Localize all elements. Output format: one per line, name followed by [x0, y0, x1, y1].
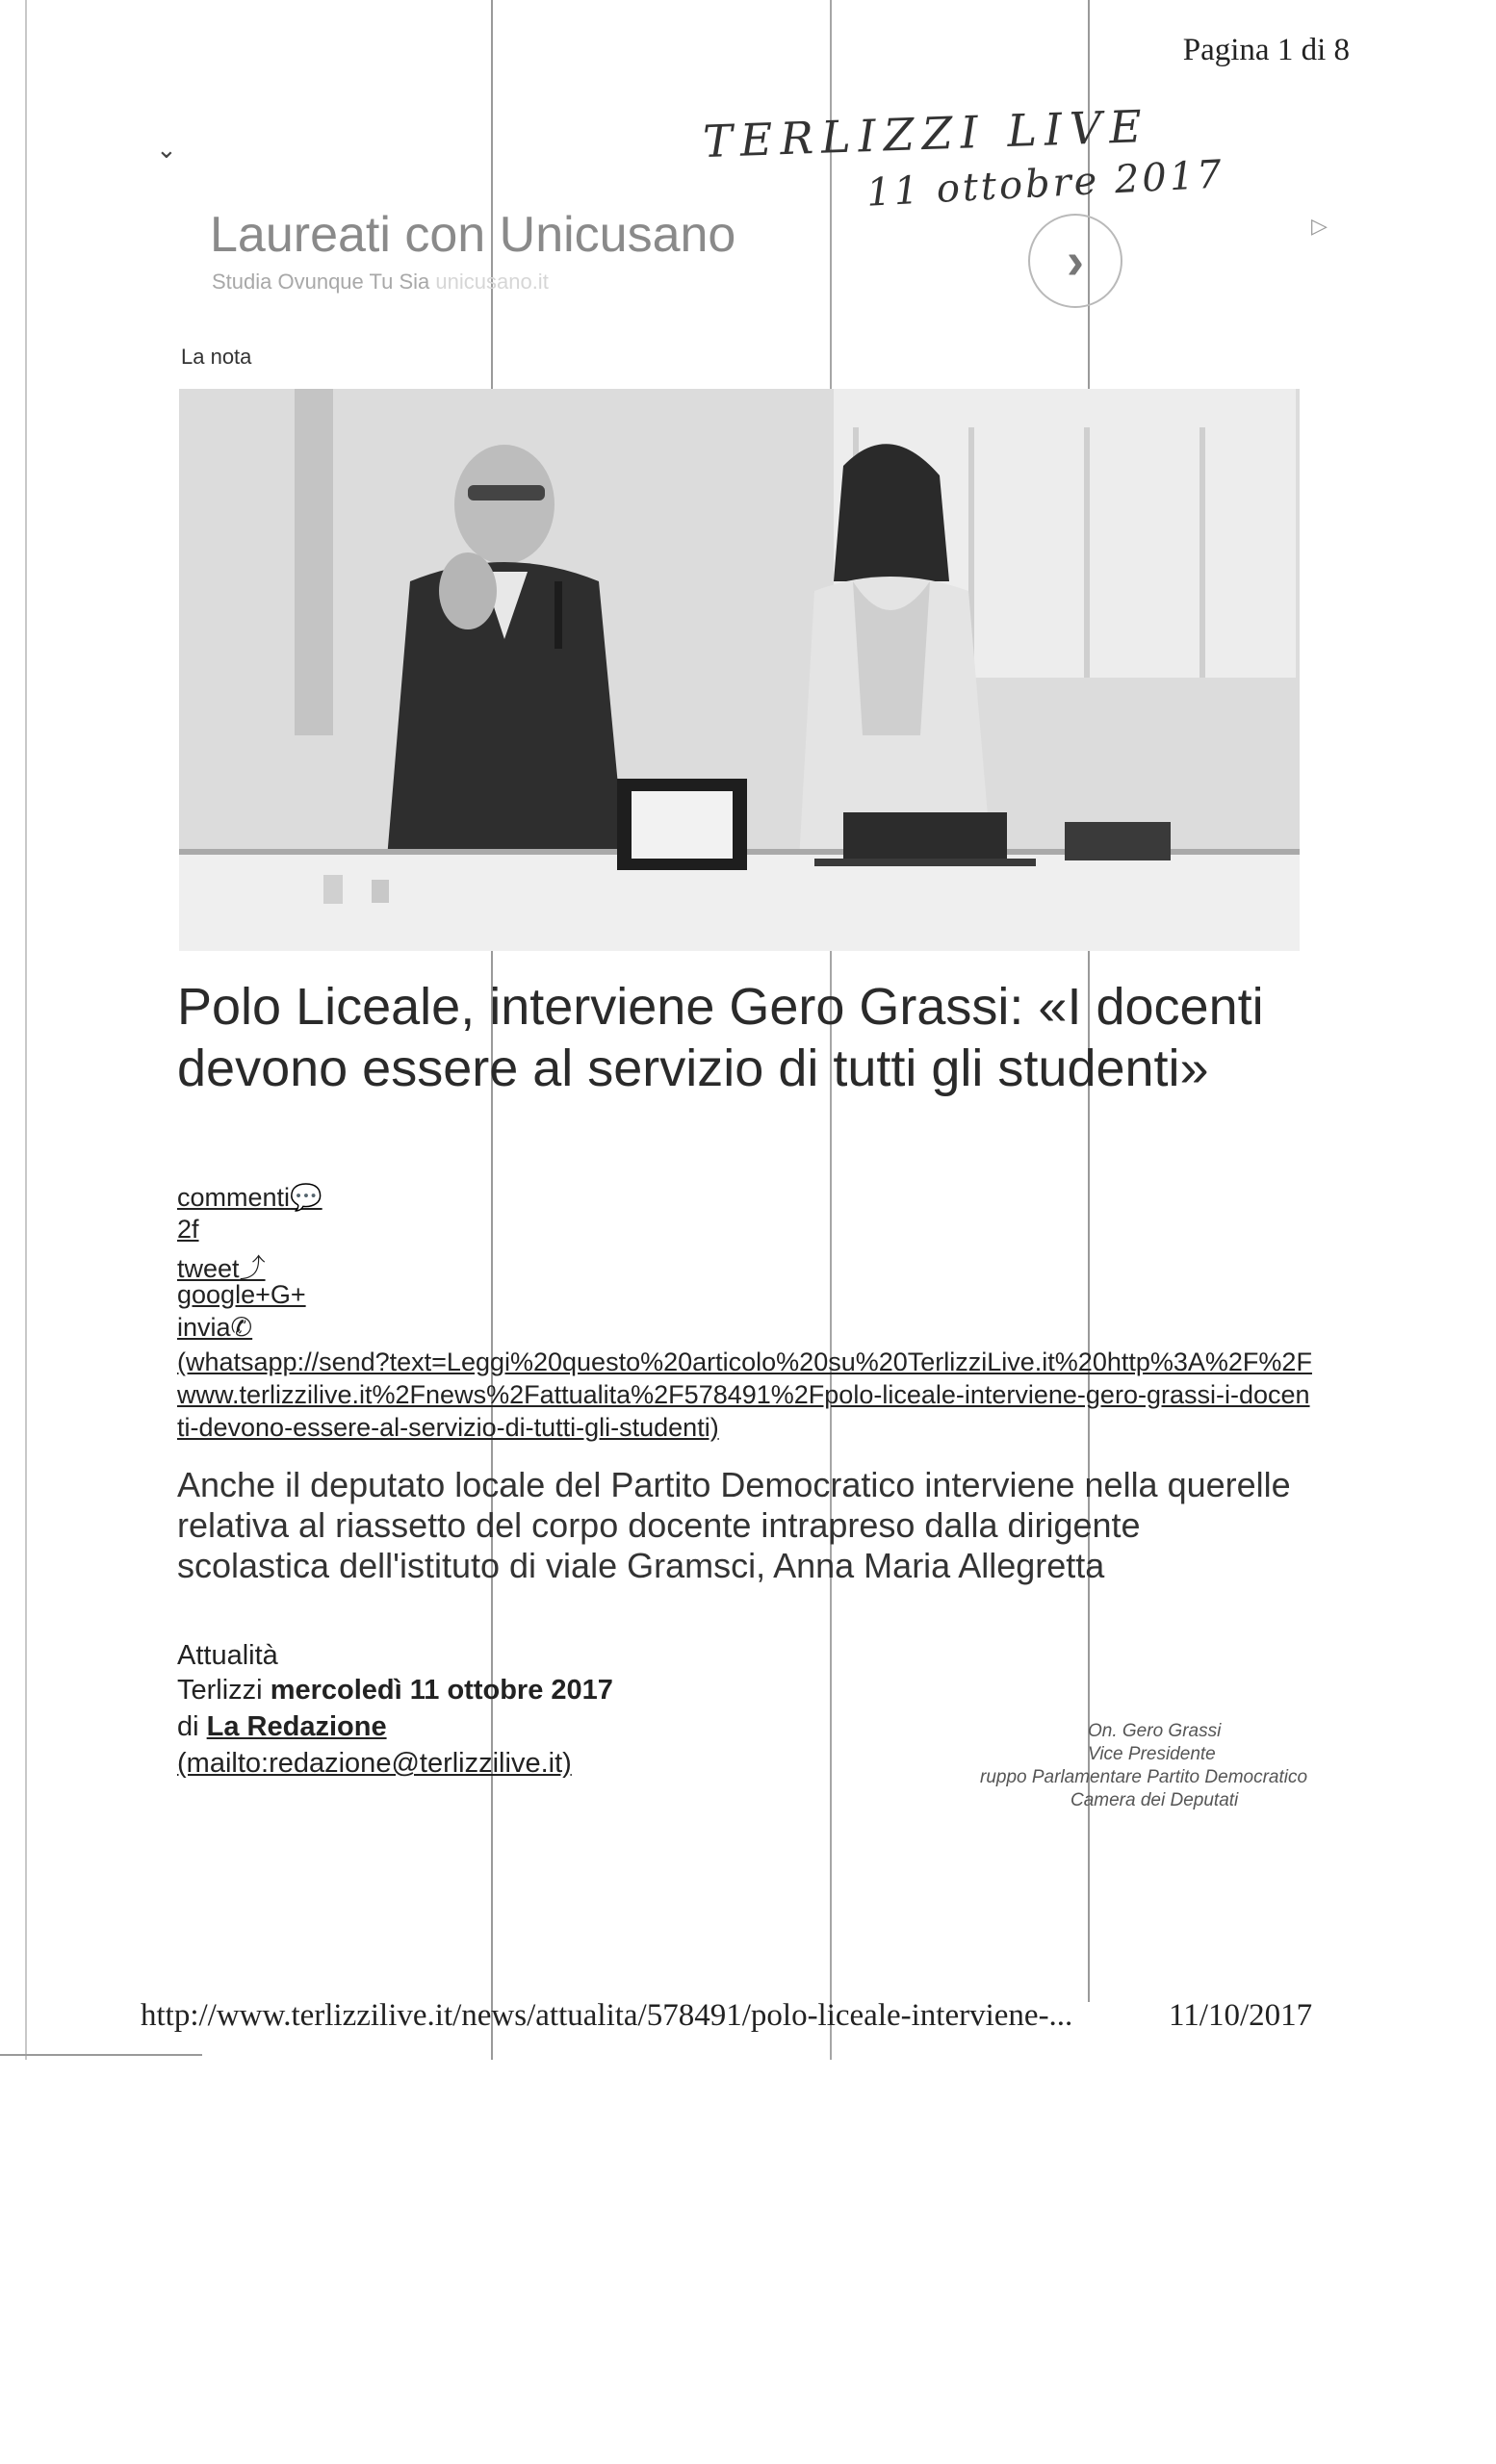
- comments-link[interactable]: [177, 1182, 322, 1213]
- ad-domain: unicusano.it: [435, 270, 549, 294]
- chevron-right-icon[interactable]: ›: [1028, 214, 1122, 308]
- whatsapp-link[interactable]: [177, 1313, 252, 1343]
- article-standfirst: Anche il deputato locale del Partito Democratico interviene nella querelle relativa al riassetto del corpo docente intrapreso dalla dirigente scolastica dell'istituto di viale Gramsci, Anna Maria Allegretta: [177, 1465, 1291, 1585]
- whatsapp-label: invia: [177, 1313, 231, 1342]
- photo-illustration: [179, 389, 1300, 951]
- author-email-link[interactable]: (mailto:redazione@terlizzilive.it): [177, 1748, 572, 1779]
- twitter-icon: ⤴: [239, 1254, 266, 1283]
- stamp-line-3: ruppo Parlamentare Partito Democratico: [980, 1767, 1308, 1787]
- byline-prefix: di: [177, 1711, 199, 1742]
- whatsapp-share-url[interactable]: (whatsapp://send?text=Leggi%20questo%20articolo%20su%20TerlizziLive.it%20http%3A%2F%2Fwww.terlizzilive.it%2Fnews%2Fattualita%2F578491%2Fpolo-liceale-interviene-gero-grassi-i-docenti-devono-essere-al-servizio-di-tutti-gli-studenti): [177, 1348, 1312, 1442]
- ad-tagline: Studia Ovunque Tu Sia: [212, 270, 430, 294]
- article-dateline: [177, 1675, 613, 1707]
- article-byline: [177, 1711, 387, 1743]
- ad-subtitle[interactable]: [212, 270, 549, 295]
- tweet-label: tweet: [177, 1254, 240, 1283]
- whatsapp-icon: ✆: [230, 1313, 253, 1342]
- author-link[interactable]: La Redazione: [206, 1711, 387, 1742]
- print-footer-date: 11/10/2017: [1169, 1998, 1313, 2033]
- scan-fold-horizontal: [0, 2054, 202, 2056]
- handwritten-source: TERLIZZI LIVE: [702, 99, 1150, 168]
- handwritten-date: 11 ottobre 2017: [865, 152, 1225, 216]
- article-photo: [179, 389, 1300, 951]
- article-kicker: La nota: [181, 345, 252, 369]
- article-category: Attualità: [177, 1640, 278, 1671]
- stamp-line-4: Camera dei Deputati: [1070, 1790, 1239, 1810]
- comments-label: commenti: [177, 1183, 291, 1212]
- article-place: Terlizzi: [177, 1675, 263, 1706]
- facebook-share-link[interactable]: 2f: [177, 1215, 199, 1244]
- article-headline: Polo Liceale, interviene Gero Grassi: «I docenti devono essere al servizio di tutti gli studenti»: [177, 978, 1264, 1097]
- google-plus-link[interactable]: google+G+: [177, 1280, 306, 1309]
- print-footer-url: http://www.terlizzilive.it/news/attualita/578491/polo-liceale-interviene-...: [141, 1998, 1073, 2033]
- page-counter: Pagina 1 di 8: [1182, 33, 1350, 67]
- article-date: mercoledì 11 ottobre 2017: [270, 1675, 613, 1706]
- stamp-line-1: On. Gero Grassi: [1088, 1721, 1222, 1741]
- comment-icon: 💬: [290, 1183, 322, 1212]
- scan-fold-vertical-1: [25, 0, 27, 2060]
- ad-choices-icon[interactable]: ▷: [1311, 214, 1328, 238]
- chevron-down-icon: ⌄: [156, 135, 177, 164]
- stamp-line-2: Vice Presidente: [1088, 1744, 1216, 1764]
- ad-title[interactable]: Laureati con Unicusano: [210, 207, 736, 263]
